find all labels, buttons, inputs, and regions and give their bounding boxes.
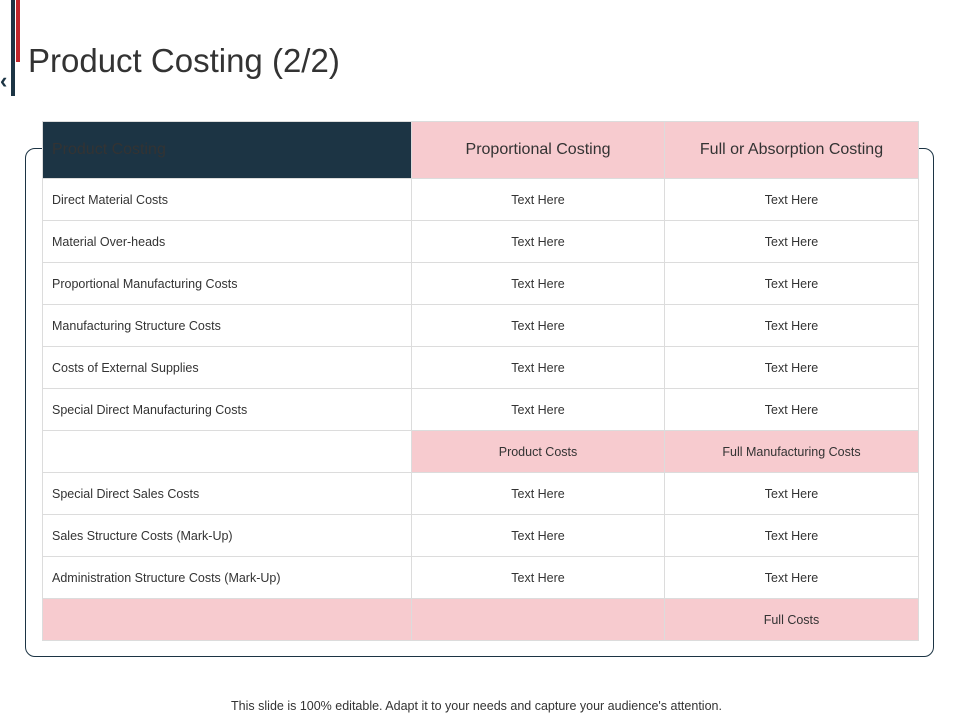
table-cell: Text Here bbox=[665, 389, 919, 431]
table-row bbox=[43, 263, 919, 305]
table-cell: Text Here bbox=[412, 473, 665, 515]
table-cell: Text Here bbox=[412, 347, 665, 389]
title-accent-bar-dark bbox=[11, 0, 15, 96]
slide-title: Product Costing (2/2) bbox=[28, 42, 340, 79]
total-row bbox=[43, 599, 919, 641]
chevron-left-icon[interactable]: ‹ bbox=[0, 68, 8, 93]
table-cell: Text Here bbox=[412, 389, 665, 431]
table-cell: Text Here bbox=[665, 179, 919, 221]
table-cell: Text Here bbox=[412, 179, 665, 221]
table-row bbox=[43, 515, 919, 557]
table-row bbox=[43, 347, 919, 389]
total-empty-cell bbox=[43, 599, 412, 641]
row-label: Special Direct Manufacturing Costs bbox=[43, 389, 412, 431]
table-cell: Text Here bbox=[665, 221, 919, 263]
subtotal-row bbox=[43, 431, 919, 473]
row-label: Proportional Manufacturing Costs bbox=[43, 263, 412, 305]
table-cell: Text Here bbox=[665, 263, 919, 305]
costing-table bbox=[42, 121, 919, 641]
table-cell: Text Here bbox=[412, 305, 665, 347]
total-full-costs: Full Costs bbox=[665, 599, 919, 641]
table-cell: Text Here bbox=[665, 473, 919, 515]
subtotal-empty-cell bbox=[43, 431, 412, 473]
row-label: Sales Structure Costs (Mark-Up) bbox=[43, 515, 412, 557]
table-cell: Text Here bbox=[665, 347, 919, 389]
row-label: Special Direct Sales Costs bbox=[43, 473, 412, 515]
table-row bbox=[43, 557, 919, 599]
table-cell: Text Here bbox=[412, 515, 665, 557]
row-label: Manufacturing Structure Costs bbox=[43, 305, 412, 347]
row-label: Administration Structure Costs (Mark-Up) bbox=[43, 557, 412, 599]
header-absorption-costing: Full or Absorption Costing bbox=[665, 122, 919, 179]
table-row bbox=[43, 389, 919, 431]
slide-footer-note: This slide is 100% editable. Adapt it to your needs and capture your audience's attention. bbox=[231, 699, 722, 713]
table-row bbox=[43, 473, 919, 515]
table-row bbox=[43, 305, 919, 347]
table-row bbox=[43, 179, 919, 221]
table-cell: Text Here bbox=[665, 305, 919, 347]
header-proportional-costing: Proportional Costing bbox=[412, 122, 665, 179]
table-cell: Text Here bbox=[665, 557, 919, 599]
table-row bbox=[43, 221, 919, 263]
table-cell: Text Here bbox=[412, 557, 665, 599]
title-accent-bar-red bbox=[16, 0, 20, 62]
row-label: Costs of External Supplies bbox=[43, 347, 412, 389]
table-cell: Text Here bbox=[665, 515, 919, 557]
row-label: Direct Material Costs bbox=[43, 179, 412, 221]
table-cell: Text Here bbox=[412, 263, 665, 305]
subtotal-full-manufacturing-costs: Full Manufacturing Costs bbox=[665, 431, 919, 473]
header-product-costing: Product Costing bbox=[43, 122, 412, 179]
total-empty-cell bbox=[412, 599, 665, 641]
table-cell: Text Here bbox=[412, 221, 665, 263]
subtotal-product-costs: Product Costs bbox=[412, 431, 665, 473]
table-header-row bbox=[43, 122, 919, 179]
row-label: Material Over-heads bbox=[43, 221, 412, 263]
